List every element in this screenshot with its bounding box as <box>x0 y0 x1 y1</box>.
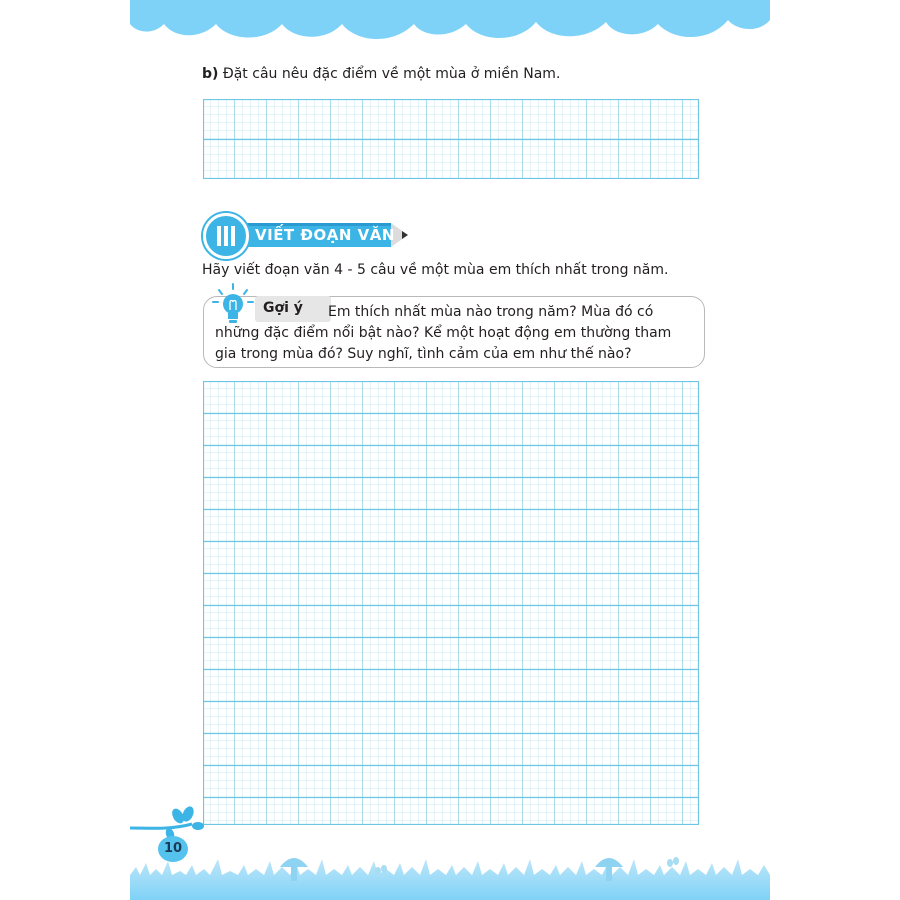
page-number: 10 <box>163 841 183 856</box>
section-number-badge <box>203 213 249 259</box>
section-title: VIẾT ĐOẠN VĂN <box>255 226 395 244</box>
cloud-banner <box>130 0 770 50</box>
section-header <box>203 213 413 257</box>
roman-numeral-three-icon <box>206 216 246 256</box>
task-b-text: Đặt câu nêu đặc điểm về một mùa ở miền Nam. <box>222 66 561 82</box>
hint-text: Em thích nhất mùa nào trong năm? Mùa đó có những đặc điểm nổi bật nào? Kể một hoạt động em thường tham gia trong mùa đó? Suy nghĩ, tình cảm của em như thế nào? <box>215 304 672 362</box>
writing-prompt: Hãy viết đoạn văn 4 - 5 câu về một mùa em thích nhất trong năm. <box>202 262 669 278</box>
hint-box <box>203 296 705 368</box>
task-b-label: b) <box>202 66 219 82</box>
writing-grid-small[interactable] <box>203 99 699 179</box>
hint-label-text: Gợi ý <box>263 300 303 316</box>
workbook-page <box>130 0 770 900</box>
writing-grid-large[interactable] <box>203 381 699 825</box>
lightbulb-icon <box>210 282 256 326</box>
task-b <box>202 66 560 82</box>
grass-footer <box>130 845 770 900</box>
